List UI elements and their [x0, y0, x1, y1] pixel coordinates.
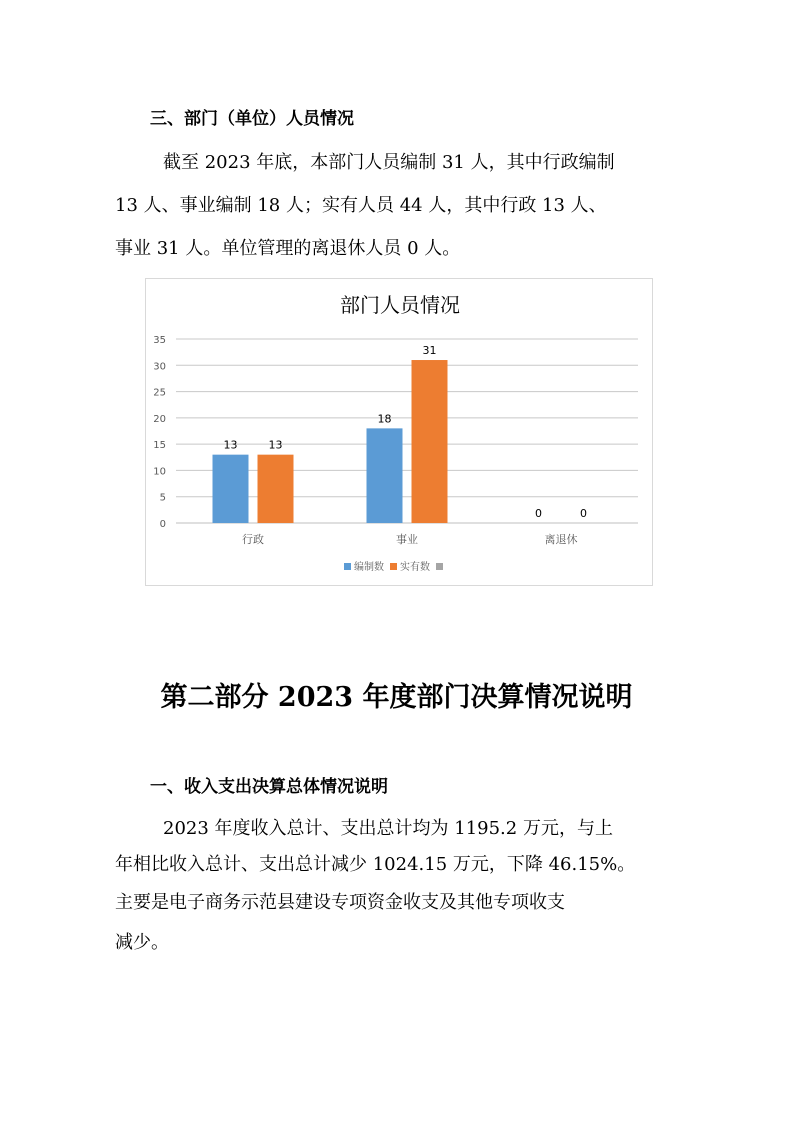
bar-data-label: 0: [580, 507, 587, 520]
x-tick-label: 事业: [396, 533, 418, 546]
y-tick-label: 20: [153, 413, 166, 425]
bar-data-label: 18: [377, 412, 392, 426]
y-tick-label: 15: [153, 440, 166, 452]
part-title: 第二部分 2023 年度部门决算情况说明: [160, 682, 633, 713]
section-heading-personnel: 三、部门（单位）人员情况: [150, 109, 354, 129]
paragraph-line: 2023 年度收入总计、支出总计均为 1195.2 万元，与上: [163, 818, 613, 839]
legend-swatch: [436, 563, 443, 570]
chart-title: 部门人员情况: [340, 293, 460, 317]
paragraph-line: 13 人、事业编制 18 人；实有人员 44 人，其中行政 13 人、: [115, 195, 607, 216]
personnel-chart: [145, 278, 653, 586]
legend-label: 实有数: [400, 562, 430, 573]
bar-data-label: 0: [535, 507, 542, 520]
x-tick-label: 离退休: [544, 533, 578, 546]
y-tick-label: 0: [159, 519, 166, 530]
bar-data-label: 13: [223, 438, 238, 452]
y-tick-label: 35: [153, 335, 166, 346]
bar: [258, 455, 294, 523]
legend-swatch: [344, 563, 351, 570]
paragraph-line: 减少。: [115, 932, 169, 953]
paragraph-line: 截至 2023 年底，本部门人员编制 31 人，其中行政编制: [163, 152, 615, 173]
bar: [412, 360, 448, 523]
chart-canvas: [146, 279, 654, 587]
x-tick-label: 行政: [242, 533, 264, 546]
paragraph-line: 事业 31 人。单位管理的离退休人员 0 人。: [115, 238, 461, 259]
bar: [367, 428, 403, 523]
y-tick-label: 5: [159, 492, 166, 504]
personnel-paragraph: [115, 148, 680, 268]
section-heading-income: 一、收入支出决算总体情况说明: [150, 777, 388, 797]
paragraph-line: 主要是电子商务示范县建设专项资金收支及其他专项收支: [115, 892, 565, 913]
legend-label: 编制数: [354, 562, 384, 573]
legend-swatch: [390, 563, 397, 570]
bar-data-label: 31: [422, 344, 437, 358]
y-tick-label: 25: [153, 387, 166, 399]
y-tick-label: 30: [153, 361, 166, 373]
paragraph-line: 年相比收入总计、支出总计减少 1024.15 万元，下降 46.15%。: [115, 854, 636, 875]
y-tick-label: 10: [153, 466, 166, 478]
bar-data-label: 13: [268, 438, 283, 452]
bar: [213, 455, 249, 523]
income-paragraph: [115, 814, 680, 984]
